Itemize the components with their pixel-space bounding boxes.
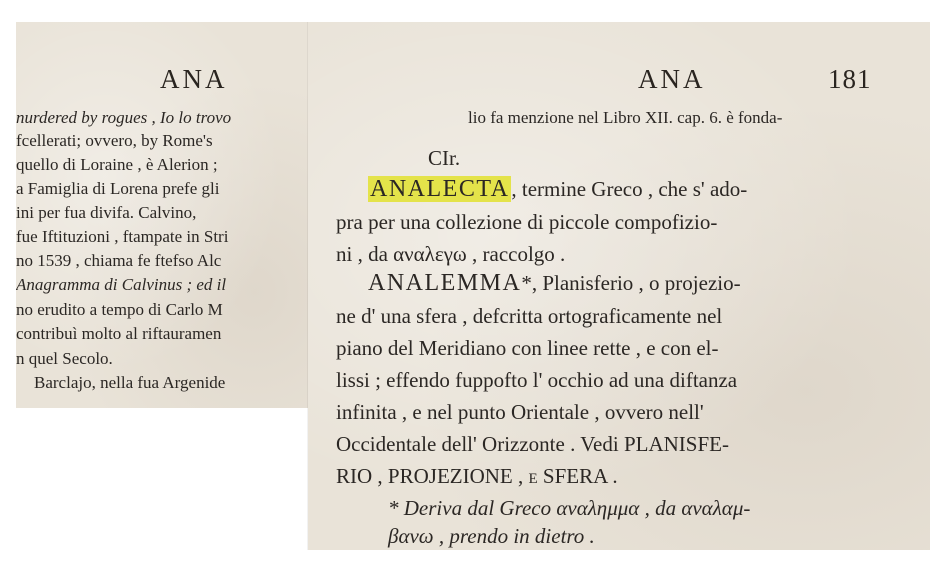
right-first-line: lio fa menzione nel Libro XII. cap. 6. è fonda- [468, 108, 783, 127]
left-text-line: quello di Loraine , è Alerion ; [16, 155, 218, 174]
analemma-text-line: infinita , e nel punto Orientale , ovvero nell' [336, 400, 704, 424]
analemma-text-line: ne d' una sfera , defcritta ortograficamente nel [336, 304, 723, 328]
analecta-first-line [368, 176, 747, 203]
analemma-text-line: piano del Meridiano con linee rette , e con el- [336, 336, 719, 360]
left-text-line: contribuì molto al riftauramen [16, 324, 222, 343]
left-text-line: fcellerati; ovvero, by Rome's [16, 131, 213, 150]
analemma-first-line [368, 270, 741, 297]
analemma-keyword: ANALEMMA [368, 270, 522, 296]
analemma-text-line: lissi ; effendo fuppofto l' occhio ad una diftanza [336, 368, 738, 392]
left-text-line: ini per fua divifa. Calvino, [16, 203, 197, 222]
analecta-text-line: ni , da αναλεγω , raccolgo . [336, 242, 566, 266]
left-text-line: Anagramma di Calvinus ; ed il [16, 275, 227, 294]
analecta-text-line: pra per una collezione di piccole compofizio- [336, 210, 718, 234]
footnote-line: βανω , prendo in dietro . [388, 524, 595, 548]
analecta-text: , termine Greco , che s' ado- [511, 177, 748, 201]
left-text-line: fue Iftituzioni , ftampate in Stri [16, 227, 229, 246]
analecta-keyword[interactable]: ANALECTA [370, 176, 510, 202]
left-page-scan [16, 22, 314, 408]
left-text-line: no 1539 , chiama fe ftefso Alc [16, 251, 222, 270]
right-page-header: ANA [638, 64, 706, 94]
subheading: CIr. [428, 146, 461, 170]
left-text-line: Barclajo, nella fua Argenide [34, 373, 226, 392]
right-page-scan [308, 22, 930, 550]
analemma-text-line: Occidentale dell' Orizzonte . Vedi PLANISFE- [336, 432, 729, 456]
left-text-line: nurdered by rogues , Io lo trovo [16, 108, 232, 127]
analemma-text-line: RIO , PROJEZIONE , e SFERA . [336, 464, 618, 488]
left-text-line: a Famiglia di Lorena prefe gli [16, 179, 220, 198]
footnote-line: * Deriva dal Greco αναλημμα , da αναλαμ- [388, 496, 751, 520]
page-number: 181 [828, 64, 872, 94]
analemma-text: *, Planisferio , o projezio- [521, 271, 741, 295]
left-page-header: ANA [160, 64, 228, 94]
left-text-line: no erudito a tempo di Carlo M [16, 300, 223, 319]
left-text-line: n quel Secolo. [16, 349, 113, 368]
